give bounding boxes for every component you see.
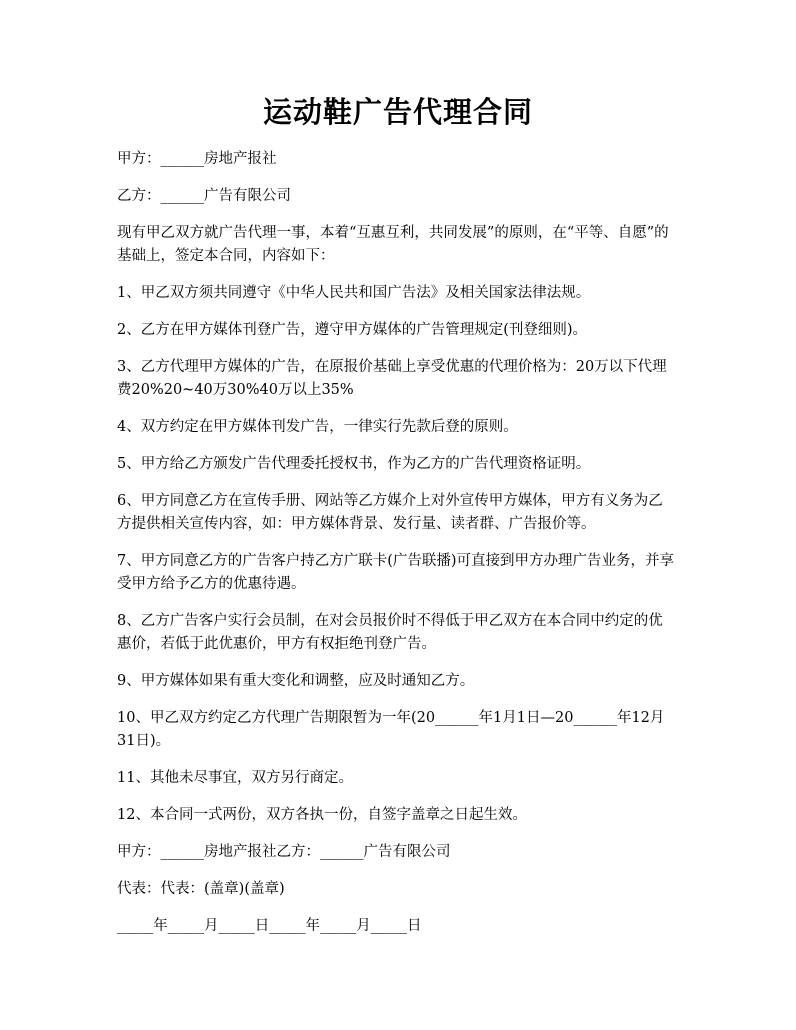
preamble-paragraph: 现有甲乙双方就广告代理一事，本着“互惠互利，共同发展”的原则，在“平等、自愿”的基础上，签定本合同，内容如下： (117, 225, 669, 264)
clause-9: 9、甲方媒体如果有重大变化和调整，应及时通知乙方。 (117, 673, 475, 689)
document-title: 运动鞋广告代理合同 (262, 95, 533, 129)
clause-11: 11、其他未尽事宜，双方另行商定。 (117, 770, 353, 786)
clause-3: 3、乙方代理甲方媒体的广告，在原报价基础上享受优惠的代理价格为：20万以下代理费20%20~40万30%40万以上35% (117, 359, 667, 398)
clause-5: 5、甲方给乙方颁发广告代理委托授权书，作为乙方的广告代理资格证明。 (117, 456, 591, 472)
clause-7: 7、甲方同意乙方的广告客户持乙方广联卡(广告联播)可直接到甲方办理广告业务，并享受甲方给予乙方的优惠待遇。 (117, 553, 675, 592)
document-body (117, 148, 677, 952)
signature-parties-line: 甲方：______房地产报社乙方：______广告有限公司 (117, 844, 451, 860)
date-line: _____年_____月_____日_____年_____月_____日 (117, 918, 422, 934)
clause-10: 10、甲乙双方约定乙方代理广告期限暂为一年(20______年1月1日—20______年12月31日)。 (117, 710, 665, 749)
clause-12: 12、本合同一式两份，双方各执一份，自签字盖章之日起生效。 (117, 807, 527, 823)
clause-6: 6、甲方同意乙方在宣传手册、网站等乙方媒介上对外宣传甲方媒体，甲方有义务为乙方提供相关宣传内容，如：甲方媒体背景、发行量、读者群、广告报价等。 (117, 493, 663, 532)
clause-4: 4、双方约定在甲方媒体刊发广告，一律实行先款后登的原则。 (117, 419, 518, 435)
clause-1: 1、甲乙双方须共同遵守《中华人民共和国广告法》及相关国家法律法规。 (117, 285, 591, 301)
party-a-line: 甲方：______房地产报社 (117, 151, 277, 167)
party-b-line: 乙方：______广告有限公司 (117, 188, 291, 204)
representative-line: 代表：代表：(盖章)(盖章) (117, 881, 285, 897)
clause-8: 8、乙方广告客户实行会员制，在对会员报价时不得低于甲乙双方在本合同中约定的优惠价，若低于此优惠价，甲方有权拒绝刊登广告。 (117, 613, 663, 652)
clause-2: 2、乙方在甲方媒体刊登广告，遵守甲方媒体的广告管理规定(刊登细则)。 (117, 322, 588, 338)
